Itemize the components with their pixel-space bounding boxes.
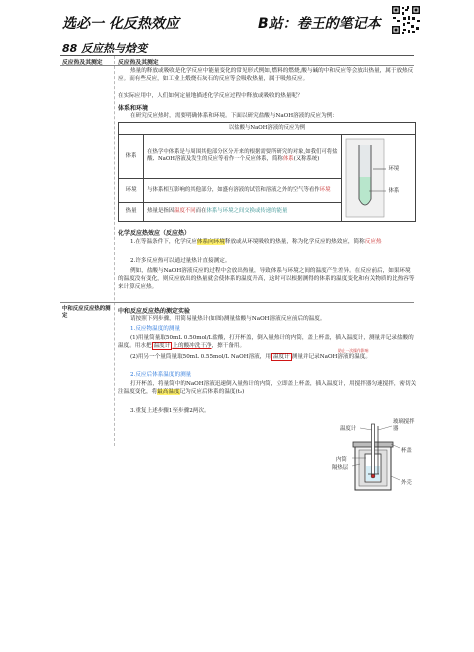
calorimeter-diagram (322, 418, 422, 502)
step-3: 3.重复上述步骤1至步骤2两次。 (130, 408, 210, 414)
content-heading-rule (60, 65, 414, 66)
step-1-2: (2)用另一个量筒量取50mL 0.55mol/L NaOH溶液，用 温度计 测量并记录NaOH溶液的温度。 (130, 354, 371, 360)
handwritten-note: 防止一次操作影响 (338, 348, 369, 353)
table-label-environment: 环境 (119, 178, 144, 203)
table-text-environment: 与体系相互影响的其他部分，如盛有溶液的试管和溶液之外的空气等看作环境 (144, 178, 342, 203)
experiment-intro: 请按照下列步骤，用简易量热计(如图)测量盐酸与NaOH溶液反应前后的温度。 (130, 316, 326, 322)
calorimeter-label-insulation: 隔热层 (332, 465, 349, 471)
reaction-heat-point-1: 1.在等温条件下，化学反应体系向环境释放或从环境吸收的热量，称为化学反应的热效应，简称反应热 (130, 239, 382, 245)
table-label-heat: 热量 (119, 203, 144, 222)
subheading-reaction-heat: 化学反应热效应（反应热） (118, 230, 191, 237)
sidebar-label-reaction-heat: 反应热及其测定 (62, 60, 103, 66)
header-handwritten-credit: B站：卷王的笔记本 (258, 16, 381, 32)
qr-code-icon (391, 5, 421, 35)
sidebar-label-neutralization: 中和反应反应热的测定 (62, 306, 111, 319)
calorimeter-label-stirrer: 玻璃搅拌器 (393, 419, 415, 432)
subheading-neutralization: 中和反应反应热的测定实验 (118, 308, 191, 315)
header-handwritten-title: 选必一 化反热效应 (62, 16, 179, 32)
reaction-heat-point-3: 例如，盐酸与NaOH溶液反应的过程中会放出热量，导致体系与环境之间的温度产生差异。在反应前后，如果环境的温度没有变化，则反应放出的热量就会使体系的温度升高，这时可以根据测得的体系的温度变化和有关物质的比热容等来计算反应热。 (118, 268, 415, 291)
calorimeter-label-thermometer: 温度计 (340, 426, 357, 432)
intro-paragraph-1: 热量的释放或吸收是化学反应中能量变化的常见形式例如,燃料的燃烧,酸与碱的中和反应等会放出热量，属于放热反应。而有些反应，如工业上煅烧石灰石的反应等会吸收热量，属于吸热反应。 (118, 68, 414, 83)
content-heading: 反应热及其测定 (118, 60, 159, 66)
system-environment-intro: 在研究反应热时，需要明确体系和环境。下面以研究盐酸与NaOH溶液的反应为例： (130, 113, 338, 119)
system-environment-table (118, 122, 416, 222)
calorimeter-label-shell: 外壳 (401, 480, 412, 486)
step-1-1: (1)用量筒量取50mL 0.50mol/L盐酸，打开杯盖，倒入量热计的内筒，盖上杯盖，插入温度计，测量并记录盐酸的温度。用水把 温度计 上的酸冲洗干净，擦干备用。 (118, 335, 414, 350)
sidebar-divider (114, 56, 115, 446)
step-2-text: 打开杯盖，将量筒中的NaOH溶液迅速倒入量热计的内筒，立即盖上杯盖，插入温度计，用搅拌器匀速搅拌，密切关注温度变化，将最高温度记为反应后体系的温度(t₂) (118, 381, 417, 396)
test-tube-illustration (342, 135, 414, 221)
illustration-label-system: 体系 (388, 188, 400, 194)
table-text-system: 在热学中体系是与周围其他部分区分开来的根据需要所研究的对象,如我们可将盐酸、NaOH溶液及发生的反应等看作一个反应体系，简称体系(又称系统) (144, 135, 342, 179)
section-title: 88 反应热与焓变 (62, 42, 148, 55)
section-rule-mid (60, 302, 414, 303)
table-illustration-cell (342, 135, 416, 222)
table-title: 以盐酸与NaOH溶液的反应为例 (119, 123, 416, 135)
table-text-heat: 热量是指因温度不同而在体系与环境之间交换或传递的能量 (144, 203, 342, 222)
subheading-system-environment: 体系和环境 (118, 105, 149, 112)
table-label-system: 体系 (119, 135, 144, 179)
reaction-heat-point-2: 2.许多反应热可以通过量热计直接测定。 (130, 258, 231, 264)
step-2-title: 2.反应后体系温度的测量 (130, 372, 192, 378)
intro-paragraph-2: 在实际应用中，人们如何定量地描述化学反应过程中释放或吸收的热量呢？ (118, 93, 303, 99)
step-1-title: 1.反应物温度的测量 (130, 326, 181, 332)
calorimeter-label-lid: 杯盖 (401, 448, 412, 454)
illustration-label-environment: 环境 (388, 166, 400, 172)
calorimeter-label-inner-cup: 内筒 (336, 457, 347, 463)
